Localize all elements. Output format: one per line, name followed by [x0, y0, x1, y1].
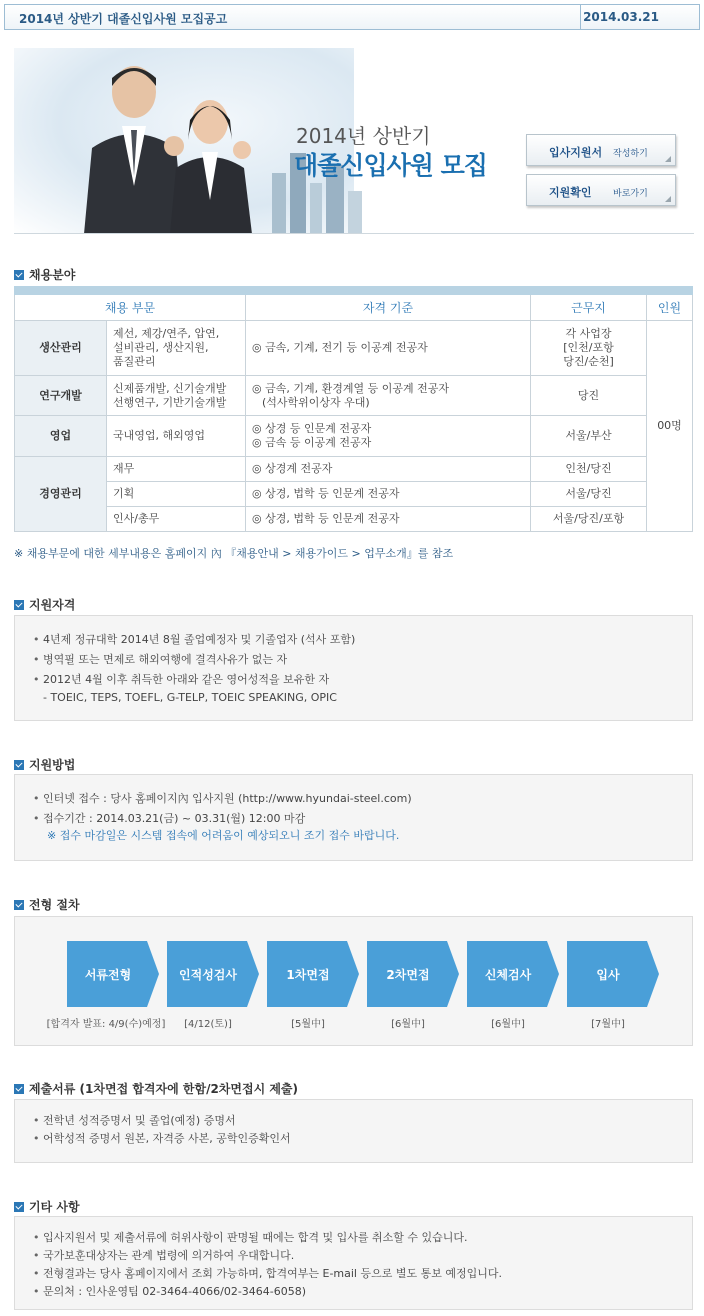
- table-row: [15, 482, 693, 507]
- division-duties: 인사/총무: [107, 507, 246, 532]
- table-row: [15, 457, 693, 482]
- location-cell: 서울/당진: [531, 482, 647, 507]
- process-step: [67, 941, 159, 1007]
- documents-box: [14, 1099, 693, 1163]
- qualification-cell: ◎ 상경 등 인문계 전공자 ◎ 금속 등 이공계 전공자: [246, 416, 531, 457]
- process-step-label: 인적성검사: [179, 968, 237, 982]
- process-step: [167, 941, 259, 1007]
- female-employee-photo: [162, 90, 262, 234]
- list-item: • 문의처 : 인사운영팀 02-3464-4066/02-3464-6058): [33, 1283, 692, 1301]
- apply-form-button[interactable]: [526, 134, 676, 166]
- col-header-headcount: 인원: [647, 295, 693, 321]
- checkbox-bullet-icon: [14, 760, 24, 770]
- list-item: • 병역필 또는 면제로 해외여행에 결격사유가 없는 자: [33, 650, 692, 670]
- qualification-cell: ◎ 상경, 법학 등 인문계 전공자: [246, 507, 531, 532]
- process-step-date: [6월中]: [391, 1019, 425, 1030]
- process-step-date: [5월中]: [291, 1019, 325, 1030]
- table-row: [15, 416, 693, 457]
- header-divider: [580, 5, 581, 29]
- division-duties: 재무: [107, 457, 246, 482]
- checkbox-bullet-icon: [14, 1202, 24, 1212]
- list-item: - TOEIC, TEPS, TOEFL, G-TELP, TOEIC SPEAKING, OPIC: [43, 691, 337, 704]
- checkbox-bullet-icon: [14, 1084, 24, 1094]
- division-category: 영업: [15, 416, 107, 457]
- banner-headline-main: 대졸신입사원 모집: [294, 151, 487, 180]
- location-cell: 서울/당진/포항: [531, 507, 647, 532]
- location-cell: 서울/부산: [531, 416, 647, 457]
- location-cell: 당진: [531, 376, 647, 416]
- process-step-label: 1차면접: [286, 968, 330, 982]
- qualification-cell: ◎ 금속, 기계, 전기 등 이공계 전공자: [246, 321, 531, 376]
- table-row: [15, 507, 693, 532]
- division-duties: 기획: [107, 482, 246, 507]
- division-category: 생산관리: [15, 321, 107, 376]
- section-title-documents: 제출서류 (1차면접 합격자에 한함/2차면접시 제출): [14, 1080, 298, 1097]
- checkbox-bullet-icon: [14, 600, 24, 610]
- location-cell: 인천/당진: [531, 457, 647, 482]
- list-item: • 어학성적 증명서 원본, 자격증 사본, 공학인증확인서: [33, 1130, 692, 1148]
- location-cell: 각 사업장 [인천/포항 당진/순천]: [531, 321, 647, 376]
- qualifications-box: [14, 615, 693, 721]
- qualification-cell: ◎ 상경계 전공자: [246, 457, 531, 482]
- apply-form-sublabel: 작성하기: [613, 149, 648, 159]
- section-title-qualifications: 지원자격: [14, 596, 75, 613]
- list-item: • 접수기간 : 2014.03.21(금) ~ 03.31(월) 12:00 마감: [33, 809, 692, 829]
- process-step-label: 입사: [596, 968, 620, 982]
- process-step-date: [6월中]: [491, 1019, 525, 1030]
- section-title-etc: 기타 사항: [14, 1198, 80, 1215]
- recruitment-table: [14, 286, 693, 532]
- list-item: • 국가보훈대상자는 관계 법령에 의거하여 우대합니다.: [33, 1247, 692, 1265]
- division-duties: 제선, 제강/연주, 압연, 설비관리, 생산지원, 품질관리: [107, 321, 246, 376]
- process-step-label: 2차면접: [386, 968, 430, 982]
- process-step: [567, 941, 659, 1007]
- process-step: [367, 941, 459, 1007]
- division-category: 연구개발: [15, 376, 107, 416]
- col-header-qualification: 자격 기준: [246, 295, 531, 321]
- process-step-date: [4/12(토)]: [184, 1019, 232, 1030]
- list-item: • 4년제 정규대학 2014년 8월 졸업예정자 및 기졸업자 (석사 포함): [33, 630, 692, 650]
- notice-header-bar: [4, 4, 700, 30]
- list-item: • 2012년 4월 이후 취득한 아래와 같은 영어성적을 보유한 자: [33, 670, 692, 690]
- qualification-cell: ◎ 상경, 법학 등 인문계 전공자: [246, 482, 531, 507]
- qualification-cell: ◎ 금속, 기계, 환경계열 등 이공계 전공자 (석사학위이상자 우대): [246, 376, 531, 416]
- process-step-date: [7월中]: [591, 1019, 625, 1030]
- section-title-process: 전형 절차: [14, 896, 80, 913]
- table-footnote: ※ 채용부문에 대한 세부내용은 홈페이지 內 『채용안내 > 채용가이드 > 업무소개』를 참조: [14, 547, 454, 560]
- recruit-banner: [14, 48, 694, 234]
- process-step: [267, 941, 359, 1007]
- banner-headline-period: 2014년 상반기: [296, 124, 431, 148]
- section-title-method: 지원방법: [14, 756, 75, 773]
- list-item-warning: ※ 접수 마감일은 시스템 접속에 어려움이 예상되오니 조기 접수 바랍니다.: [47, 829, 400, 842]
- checkbox-bullet-icon: [14, 270, 24, 280]
- application-check-label: 지원확인: [549, 186, 592, 199]
- process-step-label: 신체검사: [484, 968, 532, 982]
- division-category: 경영관리: [15, 457, 107, 532]
- process-step-label: 서류전형: [84, 968, 132, 982]
- col-header-division: 채용 부문: [15, 295, 246, 321]
- section-title-fields: 채용분야: [14, 266, 75, 283]
- application-check-sublabel: 바로가기: [613, 189, 648, 199]
- etc-box: [14, 1216, 693, 1310]
- method-box: [14, 774, 693, 861]
- corner-arrow-icon: [665, 156, 671, 162]
- notice-title: 2014년 상반기 대졸신입사원 모집공고: [19, 12, 228, 26]
- list-item: • 인터넷 접수 : 당사 홈페이지內 입사지원 (http://www.hyundai-steel.com): [33, 789, 692, 809]
- process-step-date: [합격자 발표: 4/9(수)예정]: [46, 1019, 166, 1030]
- corner-arrow-icon: [665, 196, 671, 202]
- col-header-location: 근무지: [531, 295, 647, 321]
- table-top-band: [15, 287, 693, 295]
- list-item: • 입사지원서 및 제출서류에 허위사항이 판명될 때에는 합격 및 입사를 취소할 수 있습니다.: [33, 1229, 692, 1247]
- division-duties: 국내영업, 해외영업: [107, 416, 246, 457]
- headcount-cell: 00명: [647, 321, 693, 532]
- checkbox-bullet-icon: [14, 900, 24, 910]
- application-check-button[interactable]: [526, 174, 676, 206]
- process-step: [467, 941, 559, 1007]
- apply-form-label: 입사지원서: [549, 146, 603, 159]
- table-row: [15, 321, 693, 376]
- table-header-row: [15, 295, 693, 321]
- notice-date: 2014.03.21: [583, 10, 659, 24]
- list-item: • 전학년 성적증명서 및 졸업(예정) 증명서: [33, 1112, 692, 1130]
- division-duties: 신제품개발, 신기술개발 선행연구, 기반기술개발: [107, 376, 246, 416]
- table-row: [15, 376, 693, 416]
- process-flow: [14, 916, 693, 1046]
- list-item: • 전형결과는 당사 홈페이지에서 조회 가능하며, 합격여부는 E-mail 등으로 별도 통보 예정입니다.: [33, 1265, 692, 1283]
